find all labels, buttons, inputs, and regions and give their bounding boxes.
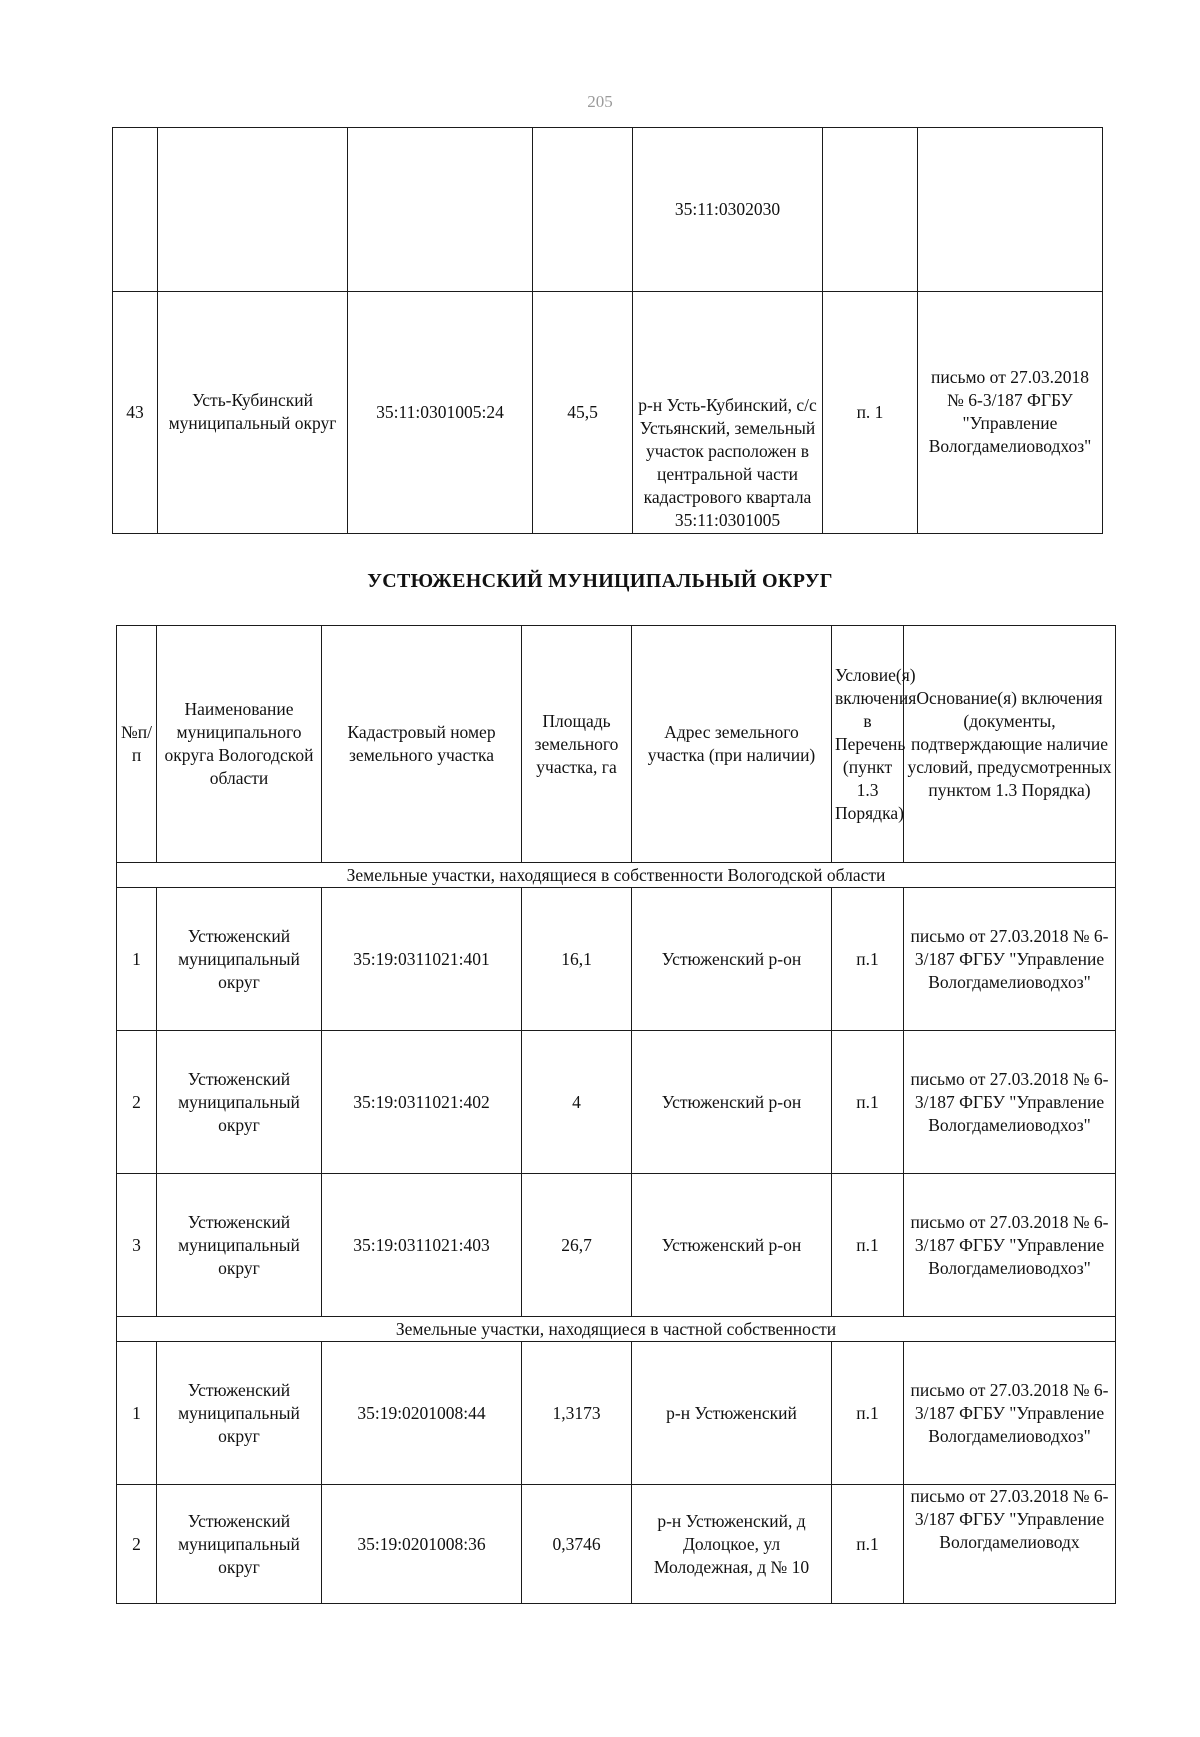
cell-address: р-н Устюженский, д Долоцкое, ул Молодежная, д № 10 — [632, 1485, 832, 1604]
header-num: №п/п — [117, 626, 157, 863]
cell-cadastral: 35:19:0311021:401 — [322, 888, 522, 1031]
header-basis: Основание(я) включения (документы, подтверждающие наличие условий, предусмотренных пунктом 1.3 Порядка) — [904, 626, 1116, 863]
group-row-private — [117, 1317, 1116, 1342]
table-header-row — [117, 626, 1116, 863]
cell-num: 2 — [117, 1031, 157, 1174]
table-row — [117, 1174, 1116, 1317]
cell-area — [533, 128, 633, 292]
cell-address: р-н Усть-Кубинский, с/с Устьянский, земельный участок расположен в центральной части кадастрового квартала 35:11:0301005 — [633, 292, 823, 534]
table-row — [117, 1031, 1116, 1174]
cell-area: 4 — [522, 1031, 632, 1174]
group-row-regional — [117, 863, 1116, 888]
cell-condition: п.1 — [832, 1174, 904, 1317]
table-row — [117, 888, 1116, 1031]
cell-cadastral: 35:19:0311021:402 — [322, 1031, 522, 1174]
header-area: Площадь земельного участка, га — [522, 626, 632, 863]
section-title: УСТЮЖЕНСКИЙ МУНИЦИПАЛЬНЫЙ ОКРУГ — [367, 570, 833, 592]
header-address: Адрес земельного участка (при наличии) — [632, 626, 832, 863]
cell-cadastral — [348, 128, 533, 292]
cell-municipality: Устюженский муниципальный округ — [157, 888, 322, 1031]
table-row — [117, 1342, 1116, 1485]
cell-area: 45,5 — [533, 292, 633, 534]
cell-basis — [918, 128, 1103, 292]
cell-area: 0,3746 — [522, 1485, 632, 1604]
cell-basis: письмо от 27.03.2018 № 6-3/187 ФГБУ "Управление Вологдамелиоводхоз" — [904, 888, 1116, 1031]
cell-condition: п.1 — [832, 1342, 904, 1485]
cell-num: 1 — [117, 1342, 157, 1485]
header-condition: Условие(я) включения в Перечень (пункт 1.3 Порядка) — [832, 626, 904, 863]
cell-address: Устюженский р-он — [632, 888, 832, 1031]
cell-municipality: Устюженский муниципальный округ — [157, 1485, 322, 1604]
cell-municipality — [158, 128, 348, 292]
cell-municipality: Устюженский муниципальный округ — [157, 1031, 322, 1174]
cell-municipality: Усть-Кубинский муниципальный округ — [158, 292, 348, 534]
header-cadastral: Кадастровый номер земельного участка — [322, 626, 522, 863]
cell-basis: письмо от 27.03.2018 № 6-3/187 ФГБУ "Управление Вологдамелиоводх — [904, 1485, 1116, 1604]
cell-municipality: Устюженский муниципальный округ — [157, 1174, 322, 1317]
cell-cadastral: 35:19:0201008:44 — [322, 1342, 522, 1485]
cell-basis: письмо от 27.03.2018 № 6-3/187 ФГБУ "Управление Вологдамелиоводхоз" — [904, 1174, 1116, 1317]
cell-address: Устюженский р-он — [632, 1174, 832, 1317]
cell-basis: письмо от 27.03.2018 № 6-3/187 ФГБУ "Управление Вологдамелиоводхоз" — [918, 292, 1103, 534]
table-row — [117, 1485, 1116, 1604]
group-title-regional: Земельные участки, находящиеся в собственности Вологодской области — [117, 863, 1116, 888]
cell-address: Устюженский р-он — [632, 1031, 832, 1174]
cell-area: 1,3173 — [522, 1342, 632, 1485]
cell-num — [113, 128, 158, 292]
cell-num: 2 — [117, 1485, 157, 1604]
cell-condition: п.1 — [832, 1485, 904, 1604]
cell-condition: п.1 — [832, 1031, 904, 1174]
continued-table — [112, 127, 1103, 534]
land-plots-table — [116, 625, 1116, 1604]
cell-area: 26,7 — [522, 1174, 632, 1317]
cell-condition: п. 1 — [823, 292, 918, 534]
cell-address: р-н Устюженский — [632, 1342, 832, 1485]
cell-municipality: Устюженский муниципальный округ — [157, 1342, 322, 1485]
group-title-private: Земельные участки, находящиеся в частной собственности — [117, 1317, 1116, 1342]
cell-num: 1 — [117, 888, 157, 1031]
cell-basis: письмо от 27.03.2018 № 6-3/187 ФГБУ "Управление Вологдамелиоводхоз" — [904, 1342, 1116, 1485]
cell-condition: п.1 — [832, 888, 904, 1031]
table-row — [113, 292, 1103, 534]
header-municipality: Наименование муниципального округа Вологодской области — [157, 626, 322, 863]
cell-num: 3 — [117, 1174, 157, 1317]
cell-area: 16,1 — [522, 888, 632, 1031]
cell-cadastral: 35:19:0311021:403 — [322, 1174, 522, 1317]
cell-cadastral: 35:19:0201008:36 — [322, 1485, 522, 1604]
table-row — [113, 128, 1103, 292]
page-number: 205 — [587, 92, 613, 111]
cell-num: 43 — [113, 292, 158, 534]
cell-cadastral: 35:11:0301005:24 — [348, 292, 533, 534]
cell-basis: письмо от 27.03.2018 № 6-3/187 ФГБУ "Управление Вологдамелиоводхоз" — [904, 1031, 1116, 1174]
cell-condition — [823, 128, 918, 292]
cell-address: 35:11:0302030 — [633, 128, 823, 292]
